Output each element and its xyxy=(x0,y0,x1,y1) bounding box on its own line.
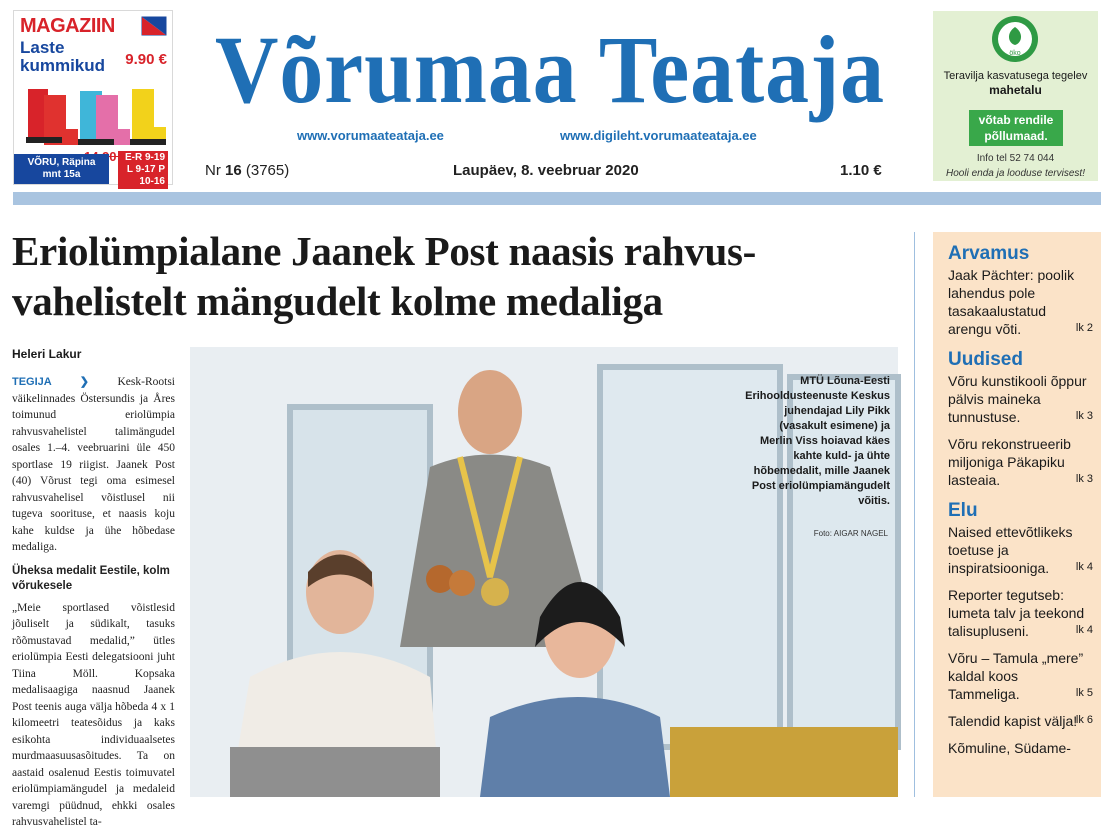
item-text: Reporter tegutseb: lumeta talv ja teekond talisupluseni. xyxy=(948,587,1085,639)
article-body xyxy=(12,374,175,831)
ad-price: 9.90 € xyxy=(125,51,167,68)
item-text: Võru rekonstrueerib miljoniga Päkapiku lasteaia. xyxy=(948,436,1071,488)
item-text: Võru kunstikooli õppur pälvis maineka tunnustuse. xyxy=(948,373,1087,425)
sidebar-item[interactable] xyxy=(948,435,1095,489)
contents-sidebar xyxy=(933,232,1101,797)
ad-address: VÕRU, Räpina mnt 15a xyxy=(14,154,109,184)
url-digi[interactable]: www.digileht.vorumaateataja.ee xyxy=(560,128,757,143)
ad-brand: MAGAZIIN xyxy=(20,15,115,37)
section-title-uudised[interactable]: Uudised xyxy=(948,349,1023,370)
page-ref: lk 3 xyxy=(1075,410,1093,422)
ad-hours: E-R 9-19 L 9-17 P 10-16 xyxy=(118,151,168,189)
svg-text:öko: öko xyxy=(1009,50,1021,57)
page-ref: lk 4 xyxy=(1075,624,1093,636)
issue-price: 1.10 € xyxy=(840,162,882,179)
sidebar-item[interactable] xyxy=(948,712,1095,730)
article-subhead: Üheksa medalit Eestile, kolm võrukesele xyxy=(12,564,170,592)
section-title-elu[interactable]: Elu xyxy=(948,500,978,521)
item-text: Jaak Pächter: poolik lahendus pole tasakaalustatud arengu võti. xyxy=(948,267,1075,337)
sidebar-item[interactable] xyxy=(948,523,1095,577)
ad-line-1: Teravilja kasvatusega tegelev xyxy=(943,70,1088,82)
eco-badge-icon xyxy=(991,15,1039,63)
sidebar-item[interactable] xyxy=(948,739,1095,757)
ad-line-2: mahetalu xyxy=(989,83,1042,97)
masthead-divider xyxy=(13,192,1101,205)
photo-credit: Foto: AIGAR NAGEL xyxy=(813,529,888,538)
issue-nr-total: (3765) xyxy=(245,162,290,179)
page-ref: lk 3 xyxy=(1075,473,1093,485)
article-lead xyxy=(12,374,175,556)
article-headline[interactable]: Eriolümpialane Jaanek Post naasis rahvus-vahelistelt mängudelt kolme medaliga xyxy=(12,228,757,324)
ad-highlight: võtab rendile põllumaad. xyxy=(969,110,1063,146)
url-main[interactable]: www.vorumaateataja.ee xyxy=(297,128,444,143)
ad-product: Laste kummikud xyxy=(20,38,106,75)
organic-farm-ad[interactable] xyxy=(933,11,1098,181)
page-ref: lk 5 xyxy=(1075,687,1093,699)
column-separator xyxy=(914,232,915,797)
sidebar-item[interactable] xyxy=(948,266,1095,338)
article-body-text: „Meie sportlased võistlesid jõuliselt ja südikalt, tasuks rõõmustavad medalid,” ütles eriolümpia Eesti delegatsiooni juht Tiina Möll. Kopsaka medalisaagiga naasnud Jaanek Post teenis auga välja hõbeda 4 x 1 kilomeetri teatesõidus ja kaks esikohta individuaalsetes murdmaasuusasõitudes. Ta on aastaid osalenud Eestis toimuvatel eriolümpiamängudel ja medaleid varemgi püüdnud, ehkki osales rahvusvahelistel ta- xyxy=(12,601,175,828)
item-text: Naised ettevõtlikeks toetuse ja inspiratsiooniga. xyxy=(948,524,1073,576)
ad-phone: Info tel 52 74 044 xyxy=(976,153,1055,164)
masthead-title xyxy=(205,10,895,125)
sidebar-item[interactable] xyxy=(948,372,1095,426)
sidebar-item[interactable] xyxy=(948,586,1095,640)
flag-icon xyxy=(142,17,166,35)
ad-slogan: Hooli enda ja looduse tervisest! xyxy=(946,168,1085,179)
rubber-boots-image xyxy=(24,81,174,151)
masthead-logo[interactable] xyxy=(205,10,895,125)
page-ref: lk 2 xyxy=(1075,322,1093,334)
sidebar-item[interactable] xyxy=(948,649,1095,703)
article-author: Heleri Lakur xyxy=(12,347,82,361)
item-text: Kõmuline, Südame- xyxy=(948,740,1071,756)
article-kicker: TEGIJA xyxy=(12,376,52,388)
photo-caption: MTÜ Lõuna-Eesti Erihooldusteenuste Keskus juhendajad Lily Pikk (vasakult esimene) ja Merlin Viss hoiavad käes kahte kuld- ja ühte hõbemedalit, mille Jaanek Post eriolümpiamängudelt võitis. xyxy=(745,375,890,507)
page-ref: lk 6 xyxy=(1075,714,1093,726)
masthead-title-text: Võrumaa Teataja xyxy=(215,16,885,123)
article-lead-text: Kesk-Rootsi väikelinnades Östersundis ja Åres toimunud eriolümpia rahvusvahelistel talimängudel osales 1.–4. veebruarini üle 450 sportlase 19 riigist. Jaanek Post (40) Võrust tegi oma esimesel rahvusvahelisel võistlusel nii tugeva soorituse, et naasis koju kahe kuldse ja ühe hõbedase medaliga. xyxy=(12,376,175,553)
magaziin-ad[interactable] xyxy=(13,10,173,185)
page-ref: lk 4 xyxy=(1075,561,1093,573)
issue-date: Laupäev, 8. veebruar 2020 xyxy=(453,162,639,179)
issue-number xyxy=(205,162,289,179)
issue-nr-label: Nr xyxy=(205,162,221,179)
item-text: Võru – Tamula „mere” kaldal koos Tammeliga. xyxy=(948,650,1084,702)
section-title-arvamus[interactable]: Arvamus xyxy=(948,243,1030,264)
chevron-right-icon: ❯ xyxy=(51,376,118,388)
issue-nr-value: 16 xyxy=(225,162,242,179)
item-text: Talendid kapist välja! xyxy=(948,713,1078,729)
